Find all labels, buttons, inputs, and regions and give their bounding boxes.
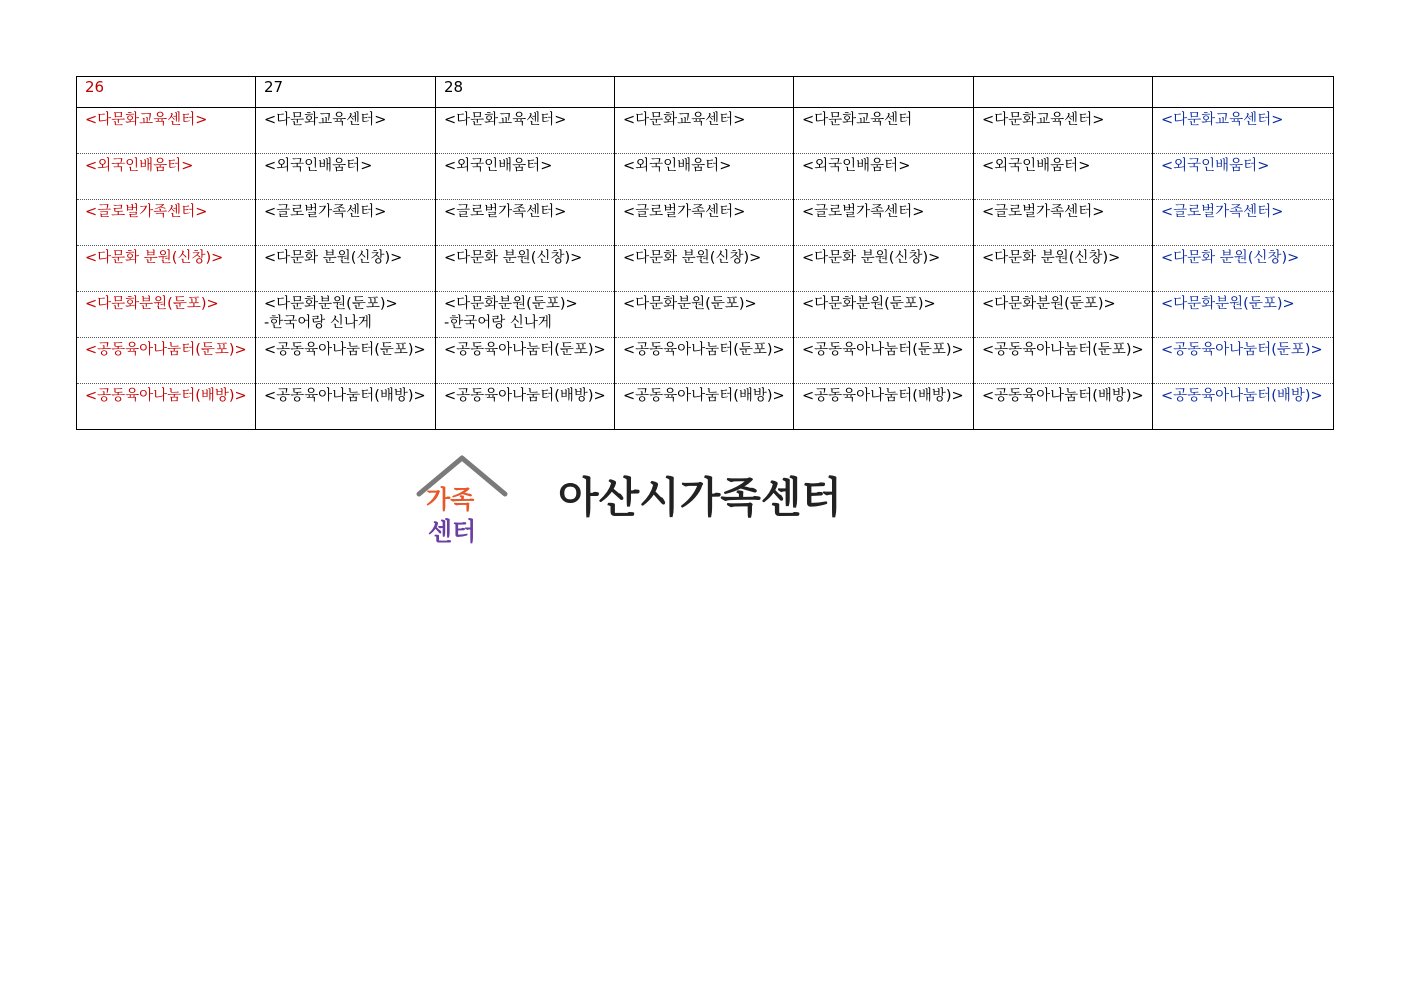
- schedule-cell: [794, 154, 974, 200]
- program-label: <외국인배움터>: [1161, 158, 1270, 174]
- schedule-cell: [974, 200, 1153, 246]
- day-number: 28: [444, 78, 464, 96]
- schedule-cell: [974, 154, 1153, 200]
- schedule-cell: [436, 338, 615, 384]
- schedule-cell: [974, 338, 1153, 384]
- program-label: <글로벌가족센터>: [264, 204, 387, 220]
- program-label: <외국인배움터>: [264, 158, 373, 174]
- schedule-cell: [974, 384, 1153, 430]
- organization-name: 아산시가족센터: [558, 473, 843, 522]
- program-label: <다문화교육센터>: [1161, 112, 1284, 128]
- program-label: <외국인배움터>: [982, 158, 1091, 174]
- schedule-cell: [77, 338, 256, 384]
- schedule-cell: [615, 246, 794, 292]
- schedule-cell: [77, 246, 256, 292]
- program-label: <다문화분원(둔포)>: [982, 296, 1116, 312]
- program-label: <다문화분원(둔포)>: [444, 296, 578, 312]
- program-label: <글로벌가족센터>: [444, 204, 567, 220]
- schedule-cell: [615, 338, 794, 384]
- svg-text:가족: [426, 485, 475, 514]
- program-row: [77, 338, 1334, 384]
- program-row: [77, 246, 1334, 292]
- program-label: <다문화 분원(신창)>: [85, 250, 224, 266]
- program-label: <글로벌가족센터>: [802, 204, 925, 220]
- schedule-cell: [615, 154, 794, 200]
- schedule-cell: [794, 338, 974, 384]
- program-label: <공동육아나눔터(배방)>: [802, 388, 964, 404]
- program-label: <다문화분원(둔포)>: [802, 296, 936, 312]
- program-label: <공동육아나눔터(둔포)>: [85, 342, 247, 358]
- program-label: <공동육아나눔터(배방)>: [623, 388, 785, 404]
- family-center-logo: [414, 452, 510, 546]
- program-sublabel: -한국어랑 신나게: [444, 315, 552, 331]
- program-label: <외국인배움터>: [623, 158, 732, 174]
- schedule-cell: [77, 154, 256, 200]
- schedule-cell: [256, 108, 436, 154]
- program-label: <공동육아나눔터(배방)>: [1161, 388, 1323, 404]
- program-label: <다문화교육센터>: [264, 112, 387, 128]
- program-label: <외국인배움터>: [85, 158, 194, 174]
- schedule-cell: [436, 292, 615, 338]
- schedule-cell: [436, 154, 615, 200]
- svg-text:센터: [428, 517, 476, 546]
- program-label: <다문화 분원(신창)>: [982, 250, 1121, 266]
- program-label: <다문화교육센터>: [444, 112, 567, 128]
- schedule-cell: [794, 246, 974, 292]
- schedule-cell: [256, 200, 436, 246]
- day-cell-wed: [615, 77, 794, 108]
- program-label: <글로벌가족센터>: [1161, 204, 1284, 220]
- program-row: [77, 200, 1334, 246]
- schedule-table: [76, 76, 1334, 430]
- program-label: <공동육아나눔터(배방)>: [982, 388, 1144, 404]
- program-label: <공동육아나눔터(둔포)>: [802, 342, 964, 358]
- schedule-cell: [974, 246, 1153, 292]
- schedule-cell: [1153, 200, 1334, 246]
- program-label: <다문화 분원(신창)>: [264, 250, 403, 266]
- schedule-cell: [1153, 246, 1334, 292]
- schedule-cell: [974, 292, 1153, 338]
- schedule-cell: [77, 292, 256, 338]
- program-label: <다문화분원(둔포)>: [85, 296, 219, 312]
- program-label: <다문화교육센터>: [85, 112, 208, 128]
- schedule-cell: [436, 246, 615, 292]
- schedule-cell: [615, 384, 794, 430]
- schedule-cell: [1153, 292, 1334, 338]
- schedule-cell: [436, 200, 615, 246]
- program-label: <공동육아나눔터(배방)>: [264, 388, 426, 404]
- program-row: [77, 292, 1334, 338]
- schedule-cell: [794, 292, 974, 338]
- schedule-cell: [256, 246, 436, 292]
- day-number: 26: [85, 78, 105, 96]
- program-label: <공동육아나눔터(배방)>: [444, 388, 606, 404]
- schedule-cell: [615, 292, 794, 338]
- program-label: <공동육아나눔터(둔포)>: [444, 342, 606, 358]
- program-label: <다문화 분원(신창)>: [1161, 250, 1300, 266]
- program-row: [77, 384, 1334, 430]
- program-label: <다문화 분원(신창)>: [802, 250, 941, 266]
- schedule-cell: [794, 108, 974, 154]
- day-cell-mon: [256, 77, 436, 108]
- day-number-row: [77, 77, 1334, 108]
- program-label: <외국인배움터>: [444, 158, 553, 174]
- schedule-cell: [77, 200, 256, 246]
- program-label: <공동육아나눔터(둔포)>: [264, 342, 426, 358]
- schedule-cell: [77, 384, 256, 430]
- program-label: <다문화 분원(신창)>: [623, 250, 762, 266]
- program-label: <공동육아나눔터(둔포)>: [982, 342, 1144, 358]
- program-label: <글로벌가족센터>: [623, 204, 746, 220]
- schedule-cell: [256, 292, 436, 338]
- schedule-cell: [436, 384, 615, 430]
- schedule-cell: [974, 108, 1153, 154]
- day-cell-sat: [1153, 77, 1334, 108]
- schedule-cell: [1153, 108, 1334, 154]
- day-cell-tue: [436, 77, 615, 108]
- schedule-cell: [256, 338, 436, 384]
- program-label: <다문화분원(둔포)>: [264, 296, 398, 312]
- program-label: <공동육아나눔터(배방)>: [85, 388, 247, 404]
- program-label: <글로벌가족센터>: [982, 204, 1105, 220]
- logo-line2: 센터: [428, 517, 477, 546]
- schedule-cell: [1153, 154, 1334, 200]
- schedule-cell: [1153, 338, 1334, 384]
- schedule-cell: [436, 108, 615, 154]
- program-label: <글로벌가족센터>: [85, 204, 208, 220]
- schedule-cell: [794, 200, 974, 246]
- schedule-cell: [256, 154, 436, 200]
- program-label: <공동육아나눔터(둔포)>: [1161, 342, 1323, 358]
- day-cell-sun: [77, 77, 256, 108]
- program-label: <공동육아나눔터(둔포)>: [623, 342, 785, 358]
- program-label: <외국인배움터>: [802, 158, 911, 174]
- program-label: <다문화교육센터: [802, 112, 913, 128]
- program-row: [77, 108, 1334, 154]
- day-number: 27: [264, 78, 284, 96]
- program-label: <다문화교육센터>: [982, 112, 1105, 128]
- program-label: <다문화교육센터>: [623, 112, 746, 128]
- program-label: <다문화분원(둔포)>: [1161, 296, 1295, 312]
- schedule-cell: [794, 384, 974, 430]
- program-row: [77, 154, 1334, 200]
- program-label: <다문화분원(둔포)>: [623, 296, 757, 312]
- schedule-cell: [615, 200, 794, 246]
- day-cell-thu: [794, 77, 974, 108]
- program-sublabel: -한국어랑 신나게: [264, 315, 372, 331]
- schedule-cell: [77, 108, 256, 154]
- schedule-cell: [256, 384, 436, 430]
- program-label: <다문화 분원(신창)>: [444, 250, 583, 266]
- schedule-cell: [615, 108, 794, 154]
- day-cell-fri: [974, 77, 1153, 108]
- schedule-cell: [1153, 384, 1334, 430]
- logo-line1: 가족: [426, 485, 475, 514]
